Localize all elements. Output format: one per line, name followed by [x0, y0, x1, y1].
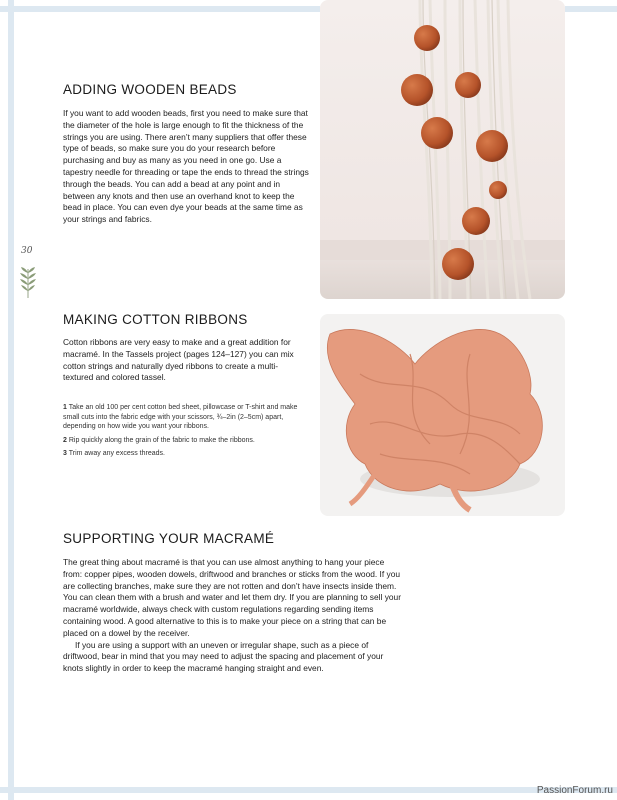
section-body-adding-wooden-beads: If you want to add wooden beads, first you need to make sure that the diameter of the hole is large enough to fit the thickness of the strings you are using. There aren’t many suppliers that offer these type of beads, so make sure you do your research before purchasing and buy as many as you need in one go. Use a tapestry needle for threading or tape the ends to thread the strings through the beads. You can add a bead at any point and in between any knots and then use an overhand knot to keep the bead in place. You can even dye your beads at the same time as your strings and fabrics.: [63, 108, 309, 225]
paragraph: The great thing about macramé is that you can use almost anything to hang your piece from: copper pipes, wooden dowels, driftwood and branches or sticks from the wood. If you are collecting branches, make sure they are not rotten and don’t have insects inside them. You can clean them with a brush and water and let them dry. If you are planning to sell your macramé worldwide, always check with custom regulations regarding sending items containing wood. A good alternative to this is to make your piece on a string that can be placed on a dowel by the receiver.: [63, 557, 401, 638]
page-frame-left: [8, 0, 14, 800]
list-item: 3 Trim away any excess threads.: [63, 450, 165, 458]
photo-cotton-ribbons: [320, 314, 565, 516]
section-body-supporting-your-macrame: [63, 557, 405, 675]
page-number: 30: [21, 246, 33, 256]
watermark: PassionForum.ru: [536, 785, 613, 796]
steps-list: [63, 403, 307, 463]
section-title-supporting-your-macrame: SUPPORTING YOUR MACRAMÉ: [63, 531, 275, 546]
paragraph: If you are using a support with an uneven or irregular shape, such as a piece of driftwood, bear in mind that you may need to adjust the spacing and placement of your knots slightly in order to keep the macramé hanging straight and even.: [63, 639, 384, 674]
section-body-making-cotton-ribbons: Cotton ribbons are very easy to make and a great addition for macramé. In the Tassels project (pages 124–127) you can mix cotton strings and naturally dyed ribbons to create a multi-textured and colored tassel.: [63, 337, 294, 383]
section-title-making-cotton-ribbons: MAKING COTTON RIBBONS: [63, 312, 248, 327]
leaf-icon: [19, 265, 37, 299]
list-item: 1 Take an old 100 per cent cotton bed sheet, pillowcase or T-shirt and make small cuts into the fabric edge with your scissors, ¾–2in (2–5cm) apart, depending on how wide you want your ribbons.: [63, 404, 298, 431]
section-title-adding-wooden-beads: ADDING WOODEN BEADS: [63, 82, 237, 97]
page-frame-bottom: [0, 787, 617, 793]
photo-wooden-beads: [320, 0, 565, 299]
list-item: 2 Rip quickly along the grain of the fabric to make the ribbons.: [63, 436, 255, 444]
